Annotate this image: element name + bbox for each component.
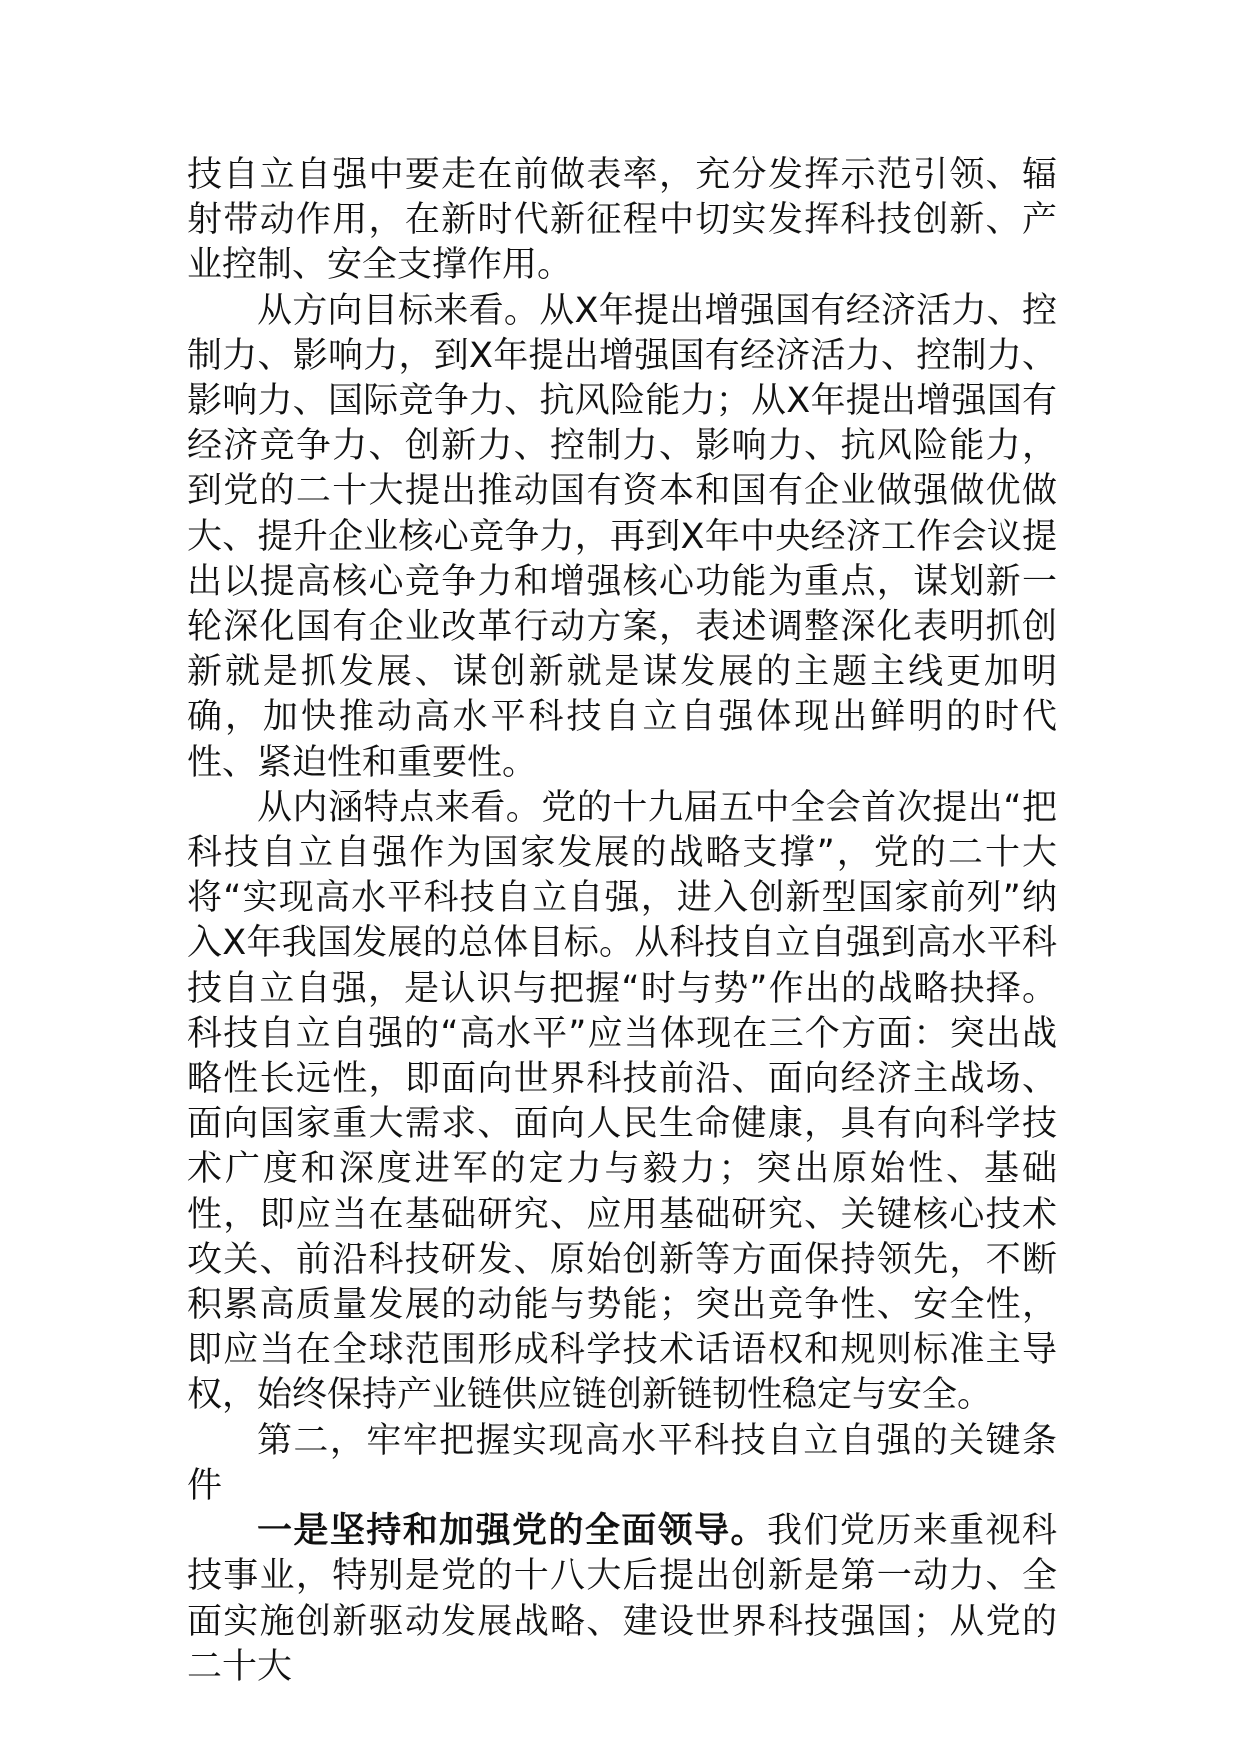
paragraph-continuation: 技自立自强中要走在前做表率，充分发挥示范引领、辐射带动作用，在新时代新征程中切实发挥科技创新、产业控制、安全支撑作用。: [187, 155, 1057, 286]
section-heading-second: 第二，牢牢把握实现高水平科技自立自强的关键条件: [187, 1420, 1057, 1506]
paragraph-party-leadership: [187, 1509, 1057, 1690]
paragraph-direction-goals: 从方向目标来看。从X年提出增强国有经济活力、控制力、影响力，到X年提出增强国有经济活力、控制力、影响力、国际竞争力、抗风险能力；从X年提出增强国有经济竞争力、创新力、控制力、影响力、抗风险能力，到党的二十大提出推动国有资本和国有企业做强做优做大、提升企业核心竞争力，再到X年中央经济工作会议提出以提高核心竞争力和增强核心功能为重点，谋划新一轮深化国有企业改革行动方案，表述调整深化表明抓创新就是抓发展、谋创新就是谋发展的主题主线更加明确，加快推动高水平科技自立自强体现出鲜明的时代性、紧迫性和重要性。: [187, 290, 1057, 783]
document-body: [187, 153, 1057, 1690]
paragraph-connotation: 从内涵特点来看。党的十九届五中全会首次提出“把科技自立自强作为国家发展的战略支撑”，党的二十大将“实现高水平科技自立自强，进入创新型国家前列”纳入X年我国发展的总体目标。从科技自立自强到高水平科技自立自强，是认识与把握“时与势”作出的战略抉择。科技自立自强的“高水平”应当体现在三个方面：突出战略性长远性，即面向世界科技前沿、面向经济主战场、面向国家重大需求、面向人民生命健康，具有向科学技术广度和深度进军的定力与毅力；突出原始性、基础性，即应当在基础研究、应用基础研究、关键核心技术攻关、前沿科技研发、原始创新等方面保持领先，不断积累高质量发展的动能与势能；突出竞争性、安全性，即应当在全球范围形成科学技术话语权和规则标准主导权，始终保持产业链供应链创新链韧性稳定与安全。: [187, 787, 1057, 1416]
paragraph-party-leadership-text: 我们党历来重视科技事业，特别是党的十八大后提出创新是第一动力、全面实施创新驱动发展战略、建设世界科技强国；从党的二十大: [187, 1511, 1057, 1687]
bold-lead-phrase: 一是坚持和加强党的全面领导。: [257, 1511, 767, 1552]
